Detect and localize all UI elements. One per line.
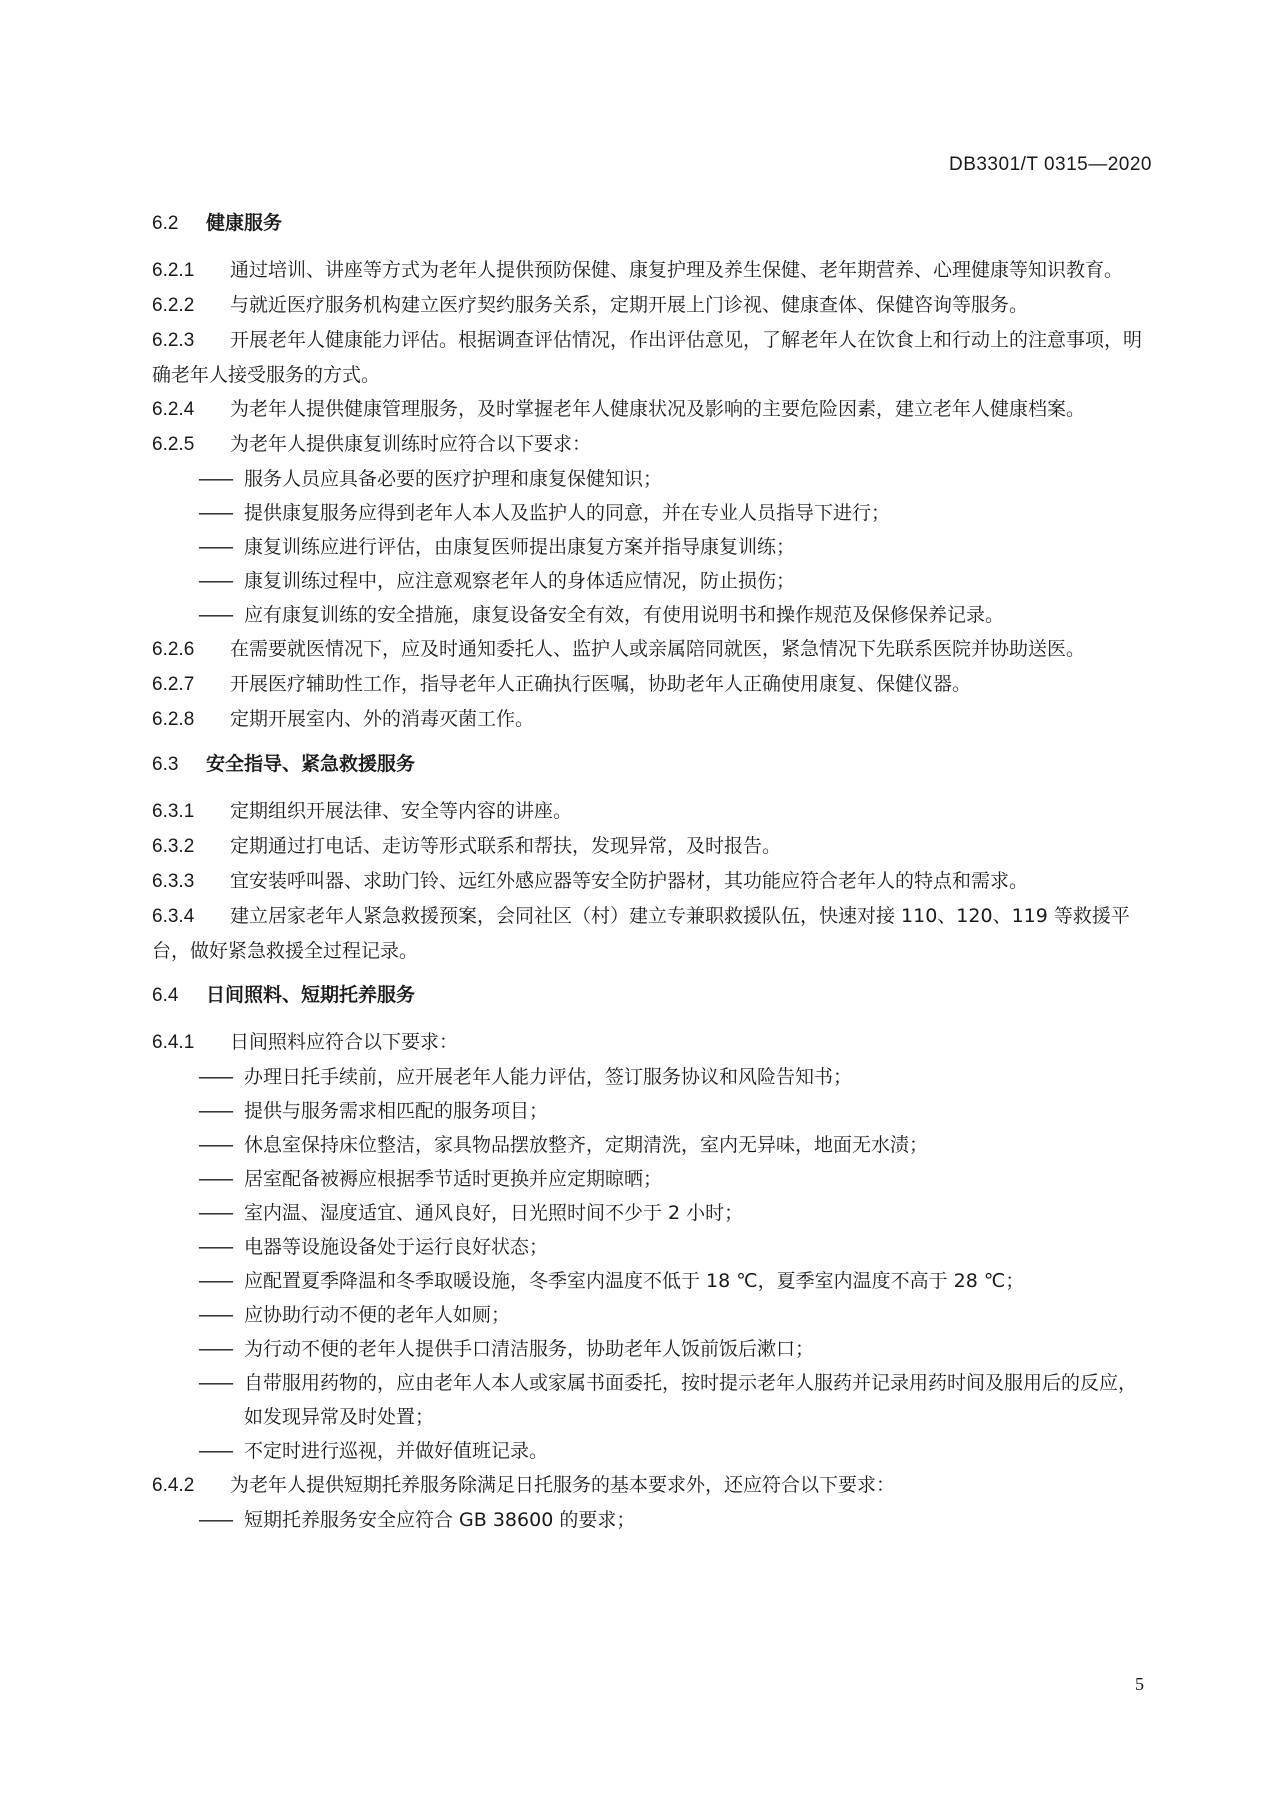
list-item bbox=[198, 1332, 1152, 1366]
list-item-text: 应有康复训练的安全措施，康复设备安全有效，有使用说明书和操作规范及保修保养记录。 bbox=[244, 604, 1005, 626]
clause-text: 定期组织开展法律、安全等内容的讲座。 bbox=[230, 800, 573, 822]
section-title: 安全指导、紧急救援服务 bbox=[206, 753, 416, 775]
clause-number: 6.2.4 bbox=[152, 399, 195, 420]
list-item bbox=[198, 1128, 1152, 1162]
clause bbox=[152, 1468, 1152, 1503]
list-item-text: 办理日托手续前，应开展老年人能力评估，签订服务协议和风险告知书； bbox=[244, 1066, 853, 1088]
list-item-text: 应配置夏季降温和冬季取暖设施，冬季室内温度不低于 18 ℃，夏季室内温度不高于 28 ℃； bbox=[244, 1270, 1025, 1292]
document-code: DB3301/T 0315—2020 bbox=[948, 154, 1152, 175]
clause bbox=[152, 829, 1152, 864]
clause-text: 与就近医疗服务机构建立医疗契约服务关系，定期开展上门诊视、健康查体、保健咨询等服务。 bbox=[230, 294, 1029, 316]
list-item-text: 应协助行动不便的老年人如厕； bbox=[244, 1304, 511, 1326]
clause bbox=[152, 864, 1152, 899]
dash-marker: —— bbox=[198, 536, 232, 558]
clause-text: 开展老年人健康能力评估。根据调查评估情况，作出评估意见，了解老年人在饮食上和行动上的注意事项，明确老年人接受服务的方式。 bbox=[152, 329, 1143, 386]
clause-number: 6.2.1 bbox=[152, 260, 195, 281]
clause bbox=[152, 392, 1152, 427]
clause bbox=[152, 253, 1152, 288]
list-item-text: 服务人员应具备必要的医疗护理和康复保健知识； bbox=[244, 468, 663, 490]
clause-text: 通过培训、讲座等方式为老年人提供预防保健、康复护理及养生保健、老年期营养、心理健康等知识教育。 bbox=[230, 259, 1124, 281]
clause bbox=[152, 323, 1152, 392]
list-item-text: 自带服用药物的，应由老年人本人或家属书面委托，按时提示老年人服药并记录用药时间及服用后的反应，如发现异常及时处置； bbox=[244, 1372, 1138, 1428]
list-item-text: 为行动不便的老年人提供手口清洁服务，协助老年人饭前饭后漱口； bbox=[244, 1338, 815, 1360]
section-heading bbox=[152, 978, 1152, 1013]
section-title: 日间照料、短期托养服务 bbox=[206, 984, 416, 1006]
clause-text: 开展医疗辅助性工作，指导老年人正确执行医嘱，协助老年人正确使用康复、保健仪器。 bbox=[230, 673, 972, 695]
dash-marker: —— bbox=[198, 468, 232, 490]
list-item-text: 康复训练过程中，应注意观察老年人的身体适应情况，防止损伤； bbox=[244, 570, 796, 592]
list-item-text: 休息室保持床位整洁，家具物品摆放整齐，定期清洗，室内无异味，地面无水渍； bbox=[244, 1134, 929, 1156]
clause-text: 为老年人提供康复训练时应符合以下要求： bbox=[230, 433, 592, 455]
clause-number: 6.3.1 bbox=[152, 801, 195, 822]
list-item-text: 居室配备被褥应根据季节适时更换并应定期晾晒； bbox=[244, 1168, 663, 1190]
clause bbox=[152, 702, 1152, 737]
list-item-text: 室内温、湿度适宜、通风良好，日光照时间不少于 2 小时； bbox=[244, 1202, 744, 1224]
list-item bbox=[198, 1366, 1152, 1434]
clause-text: 定期开展室内、外的消毒灭菌工作。 bbox=[230, 708, 535, 730]
dash-marker: —— bbox=[198, 1372, 232, 1394]
list-item bbox=[198, 1230, 1152, 1264]
list-item bbox=[198, 1196, 1152, 1230]
clause-text: 宜安装呼叫器、求助门铃、远红外感应器等安全防护器材，其功能应符合老年人的特点和需求。 bbox=[230, 870, 1029, 892]
clause bbox=[152, 794, 1152, 829]
dash-marker: —— bbox=[198, 1066, 232, 1088]
list-item-text: 提供与服务需求相匹配的服务项目； bbox=[244, 1100, 549, 1122]
section bbox=[152, 206, 1152, 737]
list-item bbox=[198, 1503, 1152, 1537]
list-item bbox=[198, 1094, 1152, 1128]
clause-number: 6.2.6 bbox=[152, 639, 195, 660]
dash-marker: —— bbox=[198, 570, 232, 592]
clause-text: 为老年人提供短期托养服务除满足日托服务的基本要求外，还应符合以下要求： bbox=[230, 1474, 896, 1496]
dash-marker: —— bbox=[198, 1202, 232, 1224]
dash-marker: —— bbox=[198, 502, 232, 524]
list-item bbox=[198, 1434, 1152, 1468]
clause-number: 6.3.2 bbox=[152, 836, 195, 857]
clause bbox=[152, 632, 1152, 667]
list-item-text: 不定时进行巡视，并做好值班记录。 bbox=[244, 1440, 549, 1462]
clause-number: 6.4.1 bbox=[152, 1032, 195, 1053]
clause-text: 在需要就医情况下，应及时通知委托人、监护人或亲属陪同就医，紧急情况下先联系医院并协助送医。 bbox=[230, 638, 1086, 660]
clause-text: 日间照料应符合以下要求： bbox=[230, 1031, 459, 1053]
list-item-text: 提供康复服务应得到老年人本人及监护人的同意，并在专业人员指导下进行； bbox=[244, 502, 891, 524]
dash-marker: —— bbox=[198, 1134, 232, 1156]
dash-marker: —— bbox=[198, 1100, 232, 1122]
clause-number: 6.2.8 bbox=[152, 709, 195, 730]
list-item bbox=[198, 598, 1152, 632]
clause-text: 定期通过打电话、走访等形式联系和帮扶，发现异常，及时报告。 bbox=[230, 835, 782, 857]
clause bbox=[152, 427, 1152, 462]
clause-number: 6.2.2 bbox=[152, 295, 195, 316]
section-number: 6.2 bbox=[152, 213, 179, 234]
dash-marker: —— bbox=[198, 1509, 232, 1531]
list-item bbox=[198, 1298, 1152, 1332]
clause-number: 6.3.4 bbox=[152, 906, 195, 927]
page-number: 5 bbox=[1135, 1674, 1144, 1694]
clause bbox=[152, 899, 1152, 968]
dash-marker: —— bbox=[198, 1168, 232, 1190]
list-item-text: 电器等设施设备处于运行良好状态； bbox=[244, 1236, 549, 1258]
section-number: 6.4 bbox=[152, 985, 179, 1006]
section-number: 6.3 bbox=[152, 754, 179, 775]
clause bbox=[152, 667, 1152, 702]
dash-marker: —— bbox=[198, 1304, 232, 1326]
list-item-text: 康复训练应进行评估，由康复医师提出康复方案并指导康复训练； bbox=[244, 536, 796, 558]
list-item bbox=[198, 530, 1152, 564]
dash-marker: —— bbox=[198, 1236, 232, 1258]
list-item bbox=[198, 462, 1152, 496]
section-title: 健康服务 bbox=[206, 212, 283, 234]
clause-number: 6.4.2 bbox=[152, 1475, 195, 1496]
dash-marker: —— bbox=[198, 1440, 232, 1462]
dash-marker: —— bbox=[198, 604, 232, 626]
section bbox=[152, 747, 1152, 968]
list-item-text: 短期托养服务安全应符合 GB 38600 的要求； bbox=[244, 1509, 636, 1531]
list-item bbox=[198, 496, 1152, 530]
clause-number: 6.3.3 bbox=[152, 871, 195, 892]
clause bbox=[152, 288, 1152, 323]
section-heading bbox=[152, 747, 1152, 782]
clause-number: 6.2.7 bbox=[152, 674, 195, 695]
dash-marker: —— bbox=[198, 1270, 232, 1292]
dash-marker: —— bbox=[198, 1338, 232, 1360]
clause-number: 6.2.3 bbox=[152, 330, 195, 351]
list-item bbox=[198, 564, 1152, 598]
list-item bbox=[198, 1162, 1152, 1196]
clause-number: 6.2.5 bbox=[152, 434, 195, 455]
clause bbox=[152, 1025, 1152, 1060]
list-item bbox=[198, 1264, 1152, 1298]
section-heading bbox=[152, 206, 1152, 241]
list-item bbox=[198, 1060, 1152, 1094]
clause-text: 为老年人提供健康管理服务，及时掌握老年人健康状况及影响的主要危险因素，建立老年人健康档案。 bbox=[230, 398, 1086, 420]
document-body bbox=[152, 206, 1152, 1541]
clause-text: 建立居家老年人紧急救援预案，会同社区（村）建立专兼职救援队伍，快速对接 110、120、119 等救援平台，做好紧急救援全过程记录。 bbox=[152, 905, 1130, 962]
section bbox=[152, 978, 1152, 1537]
